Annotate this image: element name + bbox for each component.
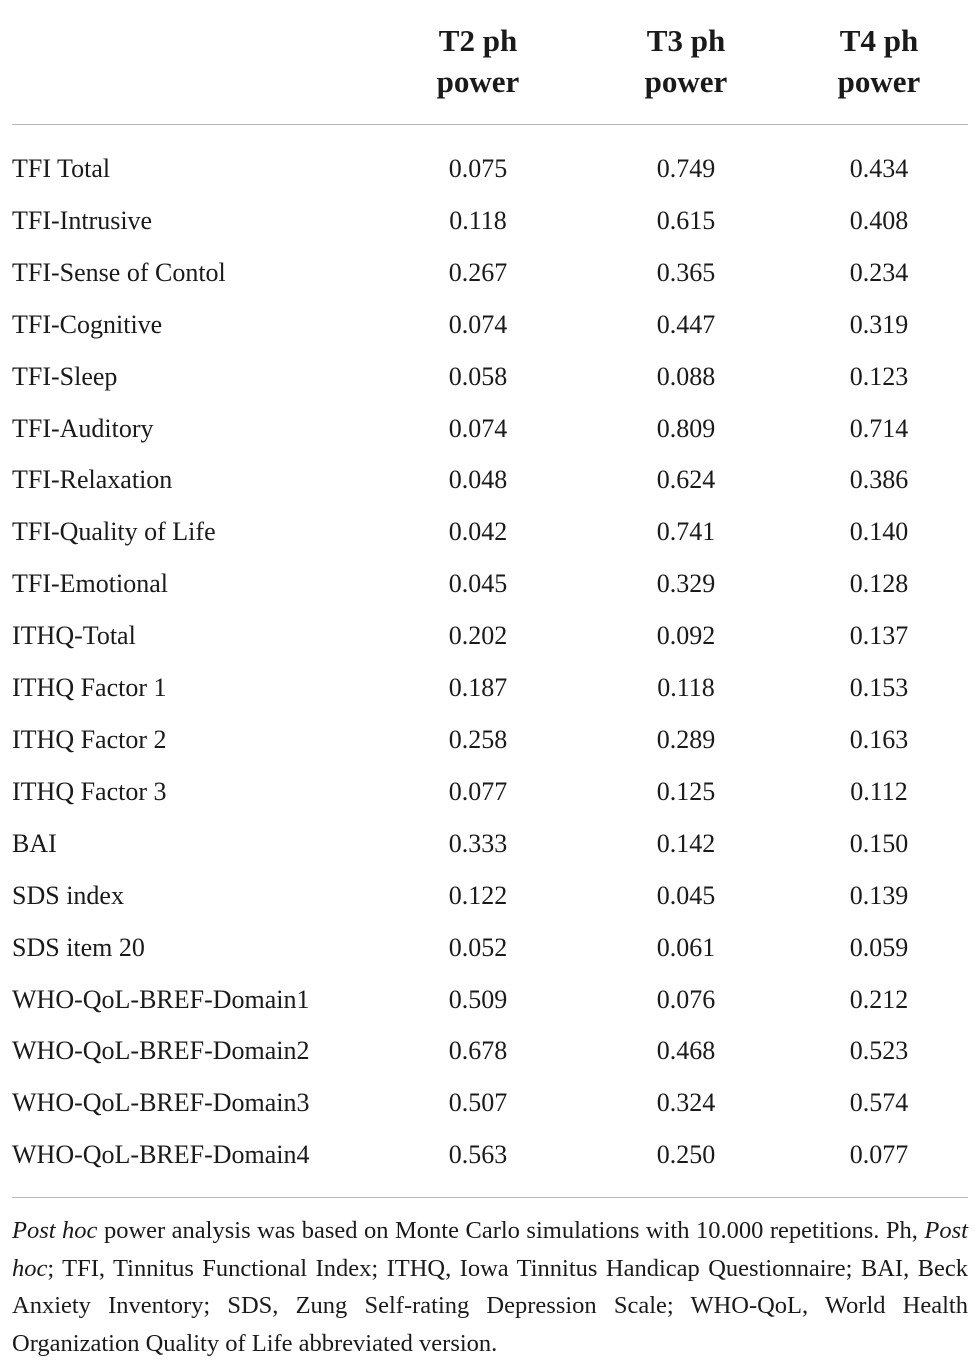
cell-t4-ph-power: 0.077 [849, 1140, 909, 1170]
table-page [12, 0, 968, 1362]
footnote-ph-abbr: Ph, [879, 1217, 925, 1245]
row-label: TFI Total [12, 154, 111, 183]
cell-t2-ph-power: 0.507 [448, 1088, 508, 1118]
footnote-ph-italic: Post hoc [12, 1217, 968, 1282]
cell-t2-ph-power: 0.267 [448, 257, 508, 287]
table-body [12, 125, 968, 1198]
cell-t3-ph-power: 0.088 [656, 361, 716, 391]
row-label: TFI-Intrusive [12, 205, 153, 235]
cell-t2-ph-power: 0.074 [448, 413, 508, 443]
cell-t2-ph-power: 0.333 [448, 828, 508, 858]
row-label: TFI-Cognitive [12, 309, 163, 339]
cell-t2-ph-power: 0.045 [448, 569, 508, 599]
cell-t3-ph-power: 0.809 [656, 413, 716, 443]
cell-t2-ph-power: 0.077 [448, 776, 508, 806]
cell-t3-ph-power: 0.741 [656, 517, 716, 547]
header-measure [12, 0, 374, 125]
table-row [12, 662, 968, 714]
table-footnote [12, 1198, 968, 1362]
row-label: WHO-QoL-BREF-Domain1 [12, 984, 310, 1014]
table-row [12, 558, 968, 610]
row-label: BAI [12, 828, 57, 858]
row-label: WHO-QoL-BREF-Domain2 [12, 1036, 310, 1066]
cell-t2-ph-power: 0.122 [448, 880, 508, 910]
row-label: TFI-Quality of Life [12, 517, 216, 547]
row-label: SDS index [12, 880, 124, 910]
row-label: TFI-Sleep [12, 361, 118, 391]
cell-t3-ph-power: 0.061 [656, 932, 716, 962]
table-row [12, 714, 968, 766]
cell-t3-ph-power: 0.125 [656, 776, 716, 806]
cell-t4-ph-power: 0.714 [849, 413, 909, 443]
row-label: ITHQ Factor 3 [12, 776, 167, 806]
table-row [12, 454, 968, 506]
cell-t2-ph-power: 0.048 [448, 465, 508, 495]
cell-t3-ph-power: 0.329 [656, 569, 716, 599]
power-analysis-table [12, 0, 968, 1197]
table-header-row [12, 0, 968, 125]
header-t2-ph-power: T2 ph power [374, 0, 582, 125]
cell-t4-ph-power: 0.150 [849, 828, 909, 858]
table-row [12, 1025, 968, 1077]
cell-t2-ph-power: 0.042 [448, 517, 508, 547]
cell-t3-ph-power: 0.624 [656, 465, 716, 495]
cell-t4-ph-power: 0.123 [849, 361, 909, 391]
cell-t2-ph-power: 0.678 [448, 1036, 508, 1066]
header-t4-ph-power: T4 ph power [790, 0, 968, 125]
row-label: TFI-Auditory [12, 413, 154, 443]
table-row [12, 974, 968, 1026]
table-row [12, 610, 968, 662]
cell-t3-ph-power: 0.118 [657, 673, 715, 703]
cell-t3-ph-power: 0.076 [656, 984, 716, 1014]
table-row [12, 1129, 968, 1197]
row-label: ITHQ Factor 2 [12, 724, 167, 754]
cell-t2-ph-power: 0.258 [448, 724, 508, 754]
table-row [12, 403, 968, 455]
table-row [12, 351, 968, 403]
cell-t2-ph-power: 0.509 [448, 984, 508, 1014]
cell-t2-ph-power: 0.187 [448, 673, 508, 703]
row-label: TFI-Sense of Contol [12, 257, 226, 287]
cell-t4-ph-power: 0.153 [849, 673, 909, 703]
row-label: SDS item 20 [12, 932, 145, 962]
cell-t4-ph-power: 0.059 [849, 932, 909, 962]
cell-t3-ph-power: 0.749 [656, 154, 716, 183]
cell-t3-ph-power: 0.142 [656, 828, 716, 858]
table-row [12, 299, 968, 351]
table-row [12, 1077, 968, 1129]
cell-t2-ph-power: 0.075 [448, 154, 508, 183]
cell-t3-ph-power: 0.092 [656, 621, 716, 651]
cell-t4-ph-power: 0.163 [849, 724, 909, 754]
cell-t3-ph-power: 0.365 [656, 257, 716, 287]
cell-t4-ph-power: 0.434 [849, 154, 909, 183]
row-label: TFI-Emotional [12, 569, 168, 599]
cell-t4-ph-power: 0.574 [849, 1088, 909, 1118]
cell-t4-ph-power: 0.408 [849, 205, 909, 235]
row-label: WHO-QoL-BREF-Domain3 [12, 1088, 310, 1118]
row-label: WHO-QoL-BREF-Domain4 [12, 1140, 310, 1170]
cell-t4-ph-power: 0.386 [849, 465, 909, 495]
cell-t4-ph-power: 0.139 [849, 880, 909, 910]
table-row [12, 870, 968, 922]
cell-t2-ph-power: 0.074 [448, 309, 508, 339]
header-t3-ph-power: T3 ph power [582, 0, 790, 125]
table-row [12, 125, 968, 195]
row-label: TFI-Relaxation [12, 465, 173, 495]
cell-t2-ph-power: 0.052 [448, 932, 508, 962]
cell-t4-ph-power: 0.523 [849, 1036, 909, 1066]
cell-t3-ph-power: 0.289 [656, 724, 716, 754]
cell-t4-ph-power: 0.212 [849, 984, 909, 1014]
cell-t4-ph-power: 0.234 [849, 257, 909, 287]
table-row [12, 506, 968, 558]
cell-t4-ph-power: 0.112 [850, 776, 908, 806]
table-row [12, 247, 968, 299]
cell-t2-ph-power: 0.118 [449, 205, 507, 235]
table-row [12, 766, 968, 818]
footnote-sentence: power analysis was based on Monte Carlo simulations with 10.000 repetitions. [97, 1217, 880, 1245]
table-row [12, 818, 968, 870]
footnote-abbreviations: ; TFI, Tinnitus Functional Index; ITHQ, Iowa Tinnitus Handicap Questionnaire; BAI, Beck Anxiety Inventory; SDS, Zung Self-rating Depression Scale; WHO-QoL, World Health Organization Quality of Life abbreviated version. [12, 1254, 968, 1357]
cell-t3-ph-power: 0.045 [656, 880, 716, 910]
table-row [12, 922, 968, 974]
cell-t3-ph-power: 0.615 [656, 205, 716, 235]
cell-t3-ph-power: 0.447 [656, 309, 716, 339]
footnote-lead-italic: Post hoc [12, 1217, 98, 1245]
cell-t3-ph-power: 0.250 [656, 1140, 716, 1170]
cell-t4-ph-power: 0.319 [849, 309, 909, 339]
cell-t2-ph-power: 0.202 [448, 621, 508, 651]
cell-t2-ph-power: 0.563 [448, 1140, 508, 1170]
cell-t2-ph-power: 0.058 [448, 361, 508, 391]
row-label: ITHQ Factor 1 [12, 673, 167, 703]
cell-t4-ph-power: 0.137 [849, 621, 909, 651]
row-label: ITHQ-Total [12, 621, 136, 651]
table-row [12, 195, 968, 247]
cell-t3-ph-power: 0.324 [656, 1088, 716, 1118]
cell-t4-ph-power: 0.128 [849, 569, 909, 599]
cell-t4-ph-power: 0.140 [849, 517, 909, 547]
cell-t3-ph-power: 0.468 [656, 1036, 716, 1066]
